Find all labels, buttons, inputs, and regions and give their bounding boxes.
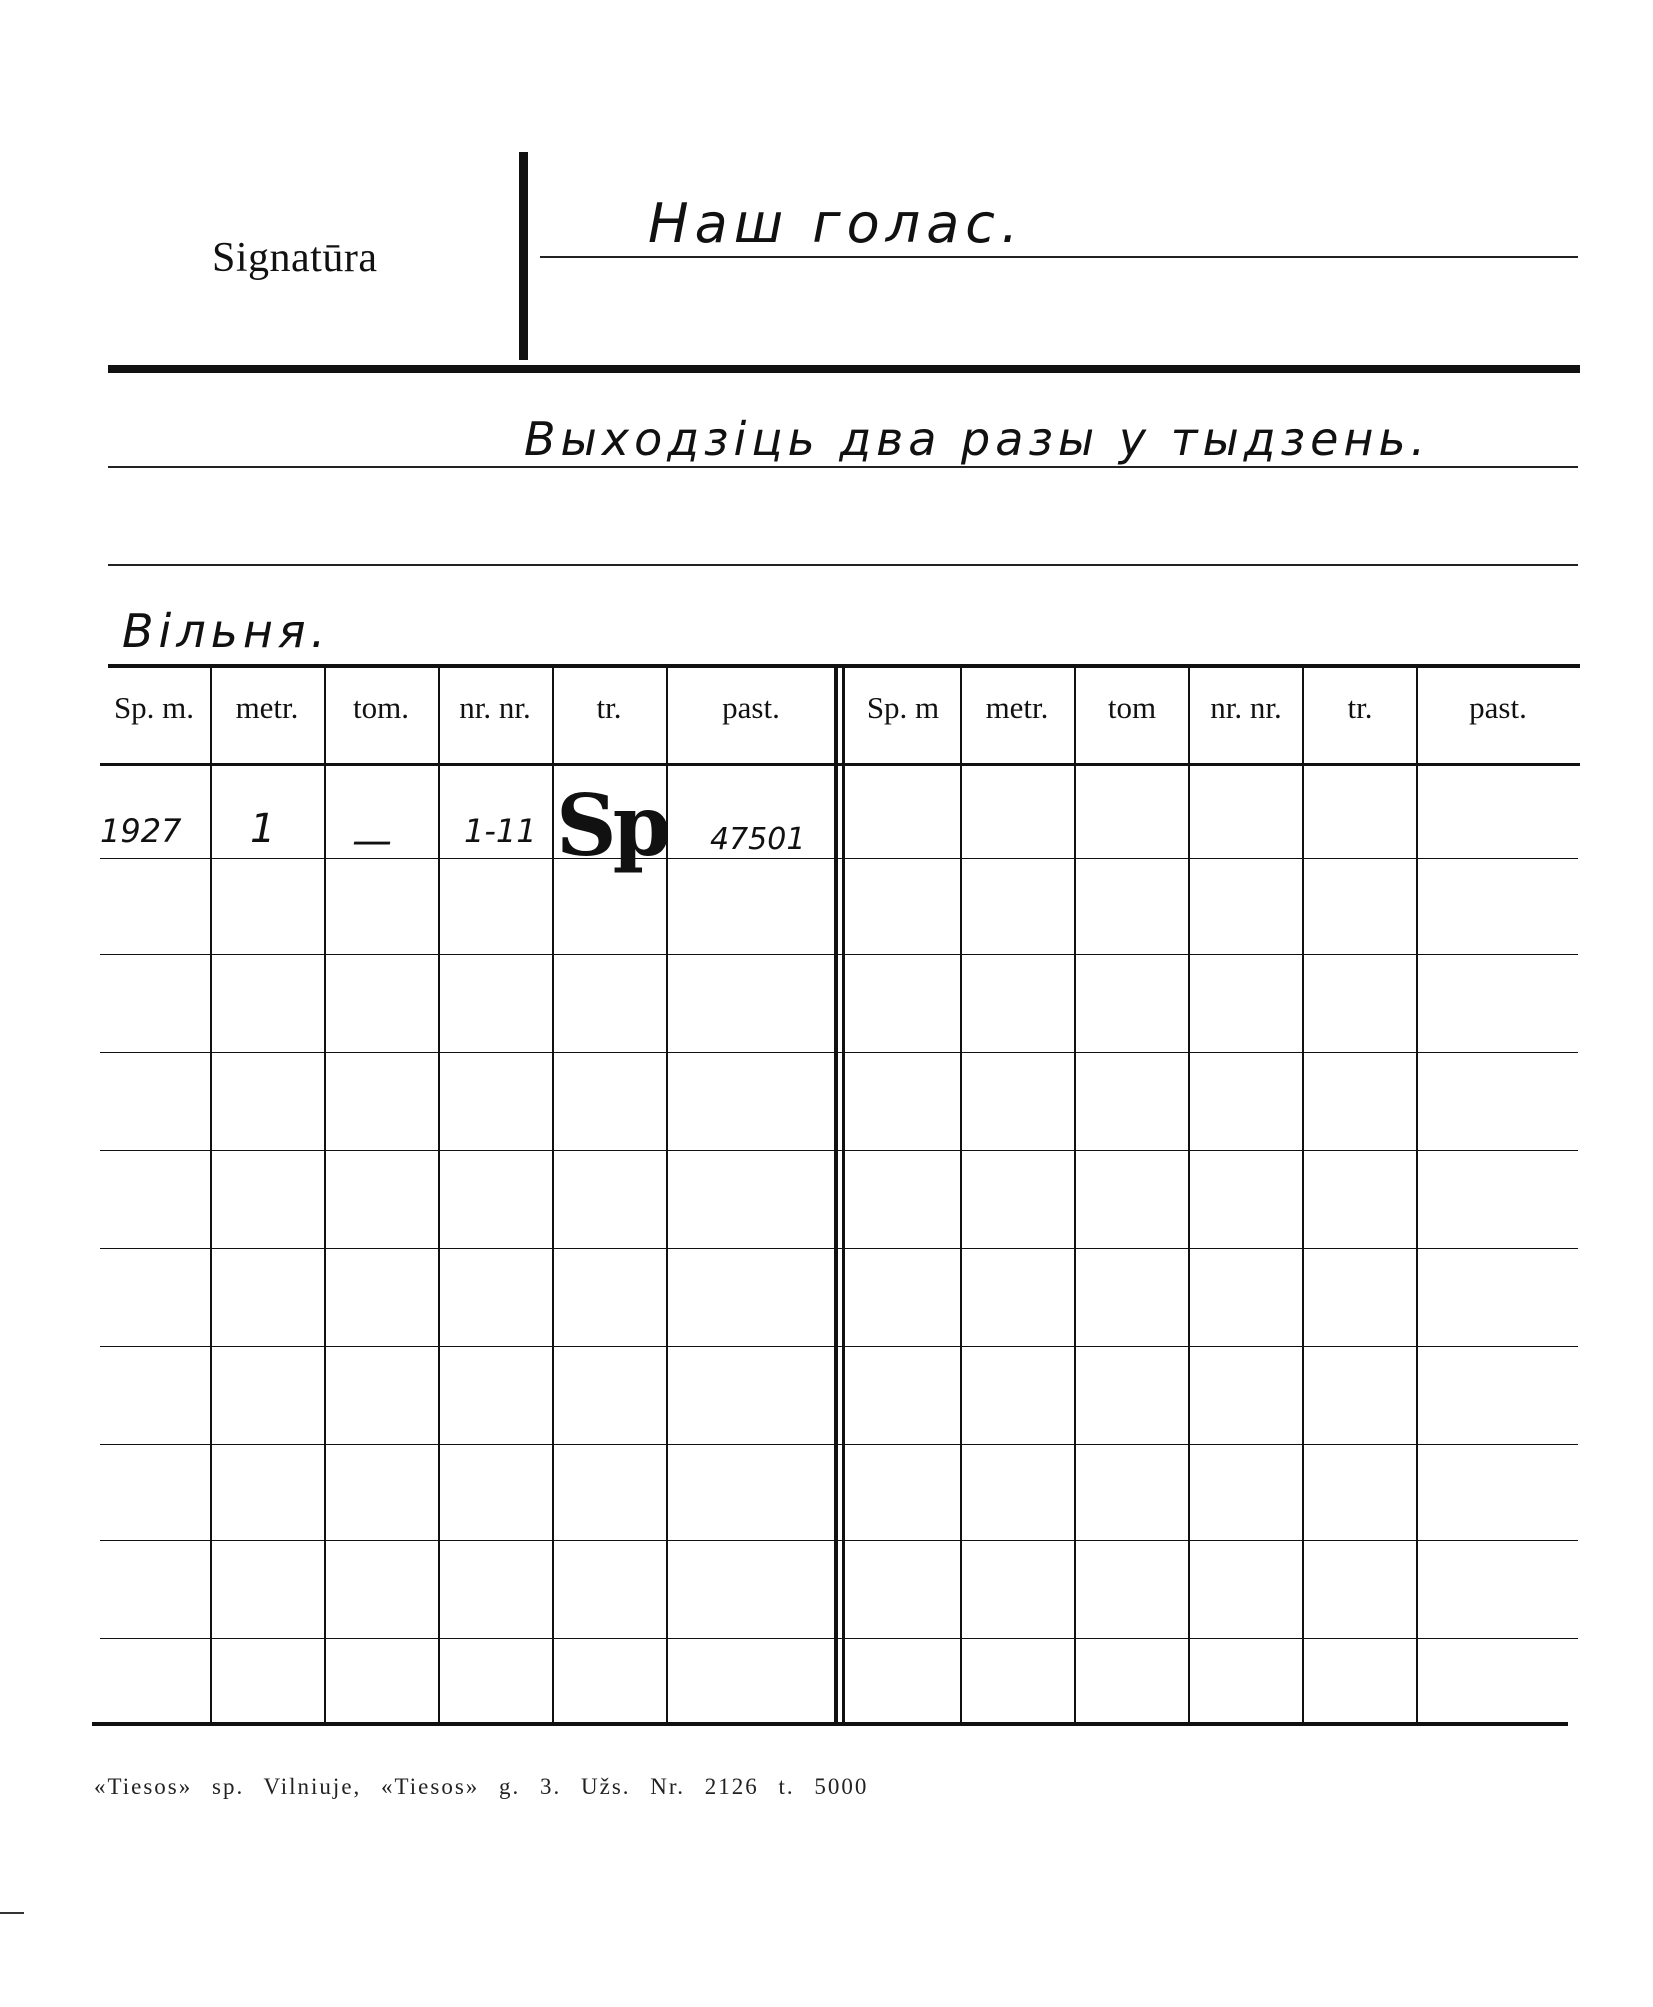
table-header-rule bbox=[100, 763, 1580, 766]
column-divider bbox=[1416, 668, 1418, 1722]
cell-tr-stamp: Sp bbox=[556, 776, 668, 875]
column-header: past. bbox=[1469, 690, 1527, 725]
row-divider bbox=[100, 954, 1578, 955]
column-divider bbox=[552, 668, 554, 1722]
row-divider bbox=[100, 1638, 1578, 1639]
row-divider bbox=[100, 1346, 1578, 1347]
header-rule bbox=[108, 365, 1580, 373]
cell-past: 47501 bbox=[710, 822, 806, 857]
column-header: Sp. m. bbox=[113, 690, 195, 725]
column-divider bbox=[1302, 668, 1304, 1722]
column-header: nr. nr. bbox=[459, 690, 531, 725]
title-line bbox=[540, 256, 1578, 258]
column-header: tom bbox=[1107, 690, 1157, 725]
column-divider bbox=[210, 668, 212, 1722]
column-header: nr. nr. bbox=[1210, 690, 1282, 725]
table-double-divider bbox=[834, 668, 838, 1722]
column-divider bbox=[960, 668, 962, 1722]
column-header: metr. bbox=[235, 690, 299, 725]
row-divider bbox=[100, 1052, 1578, 1053]
publication-title: Наш голас. bbox=[648, 192, 1025, 255]
column-header: tom. bbox=[353, 690, 409, 725]
column-divider bbox=[438, 668, 440, 1722]
cell-nr-nr: 1-11 bbox=[464, 812, 537, 850]
column-header: tr. bbox=[1347, 690, 1373, 725]
column-divider bbox=[1188, 668, 1190, 1722]
row-divider bbox=[100, 1540, 1578, 1541]
edge-mark bbox=[0, 1912, 24, 1914]
cell-metr: 1 bbox=[250, 806, 276, 852]
table-bottom-rule bbox=[92, 1722, 1568, 1726]
row-divider bbox=[100, 1248, 1578, 1249]
place-note: Вільня. bbox=[122, 604, 331, 658]
cell-sp-m: 1927 bbox=[100, 812, 182, 850]
blank-line bbox=[108, 564, 1578, 566]
column-header: metr. bbox=[985, 690, 1049, 725]
frequency-line bbox=[108, 466, 1578, 468]
column-header: Sp. m bbox=[866, 690, 940, 725]
printer-imprint: «Tiesos» sp. Vilniuje, «Tiesos» g. 3. Užs. Nr. 2126 t. 5000 bbox=[94, 1774, 869, 1799]
signature-label: Signatūra bbox=[212, 235, 378, 281]
signature-divider bbox=[519, 152, 528, 360]
column-divider bbox=[324, 668, 326, 1722]
column-divider bbox=[1074, 668, 1076, 1722]
row-divider bbox=[100, 1444, 1578, 1445]
row-divider bbox=[100, 1150, 1578, 1151]
column-header: past. bbox=[722, 690, 780, 725]
frequency-note: Выходзіць два разы у тыдзень. bbox=[524, 412, 1431, 466]
cell-tom: — bbox=[352, 818, 392, 864]
table-double-divider bbox=[842, 668, 845, 1722]
row-divider bbox=[100, 858, 1578, 859]
column-header: tr. bbox=[596, 690, 622, 725]
